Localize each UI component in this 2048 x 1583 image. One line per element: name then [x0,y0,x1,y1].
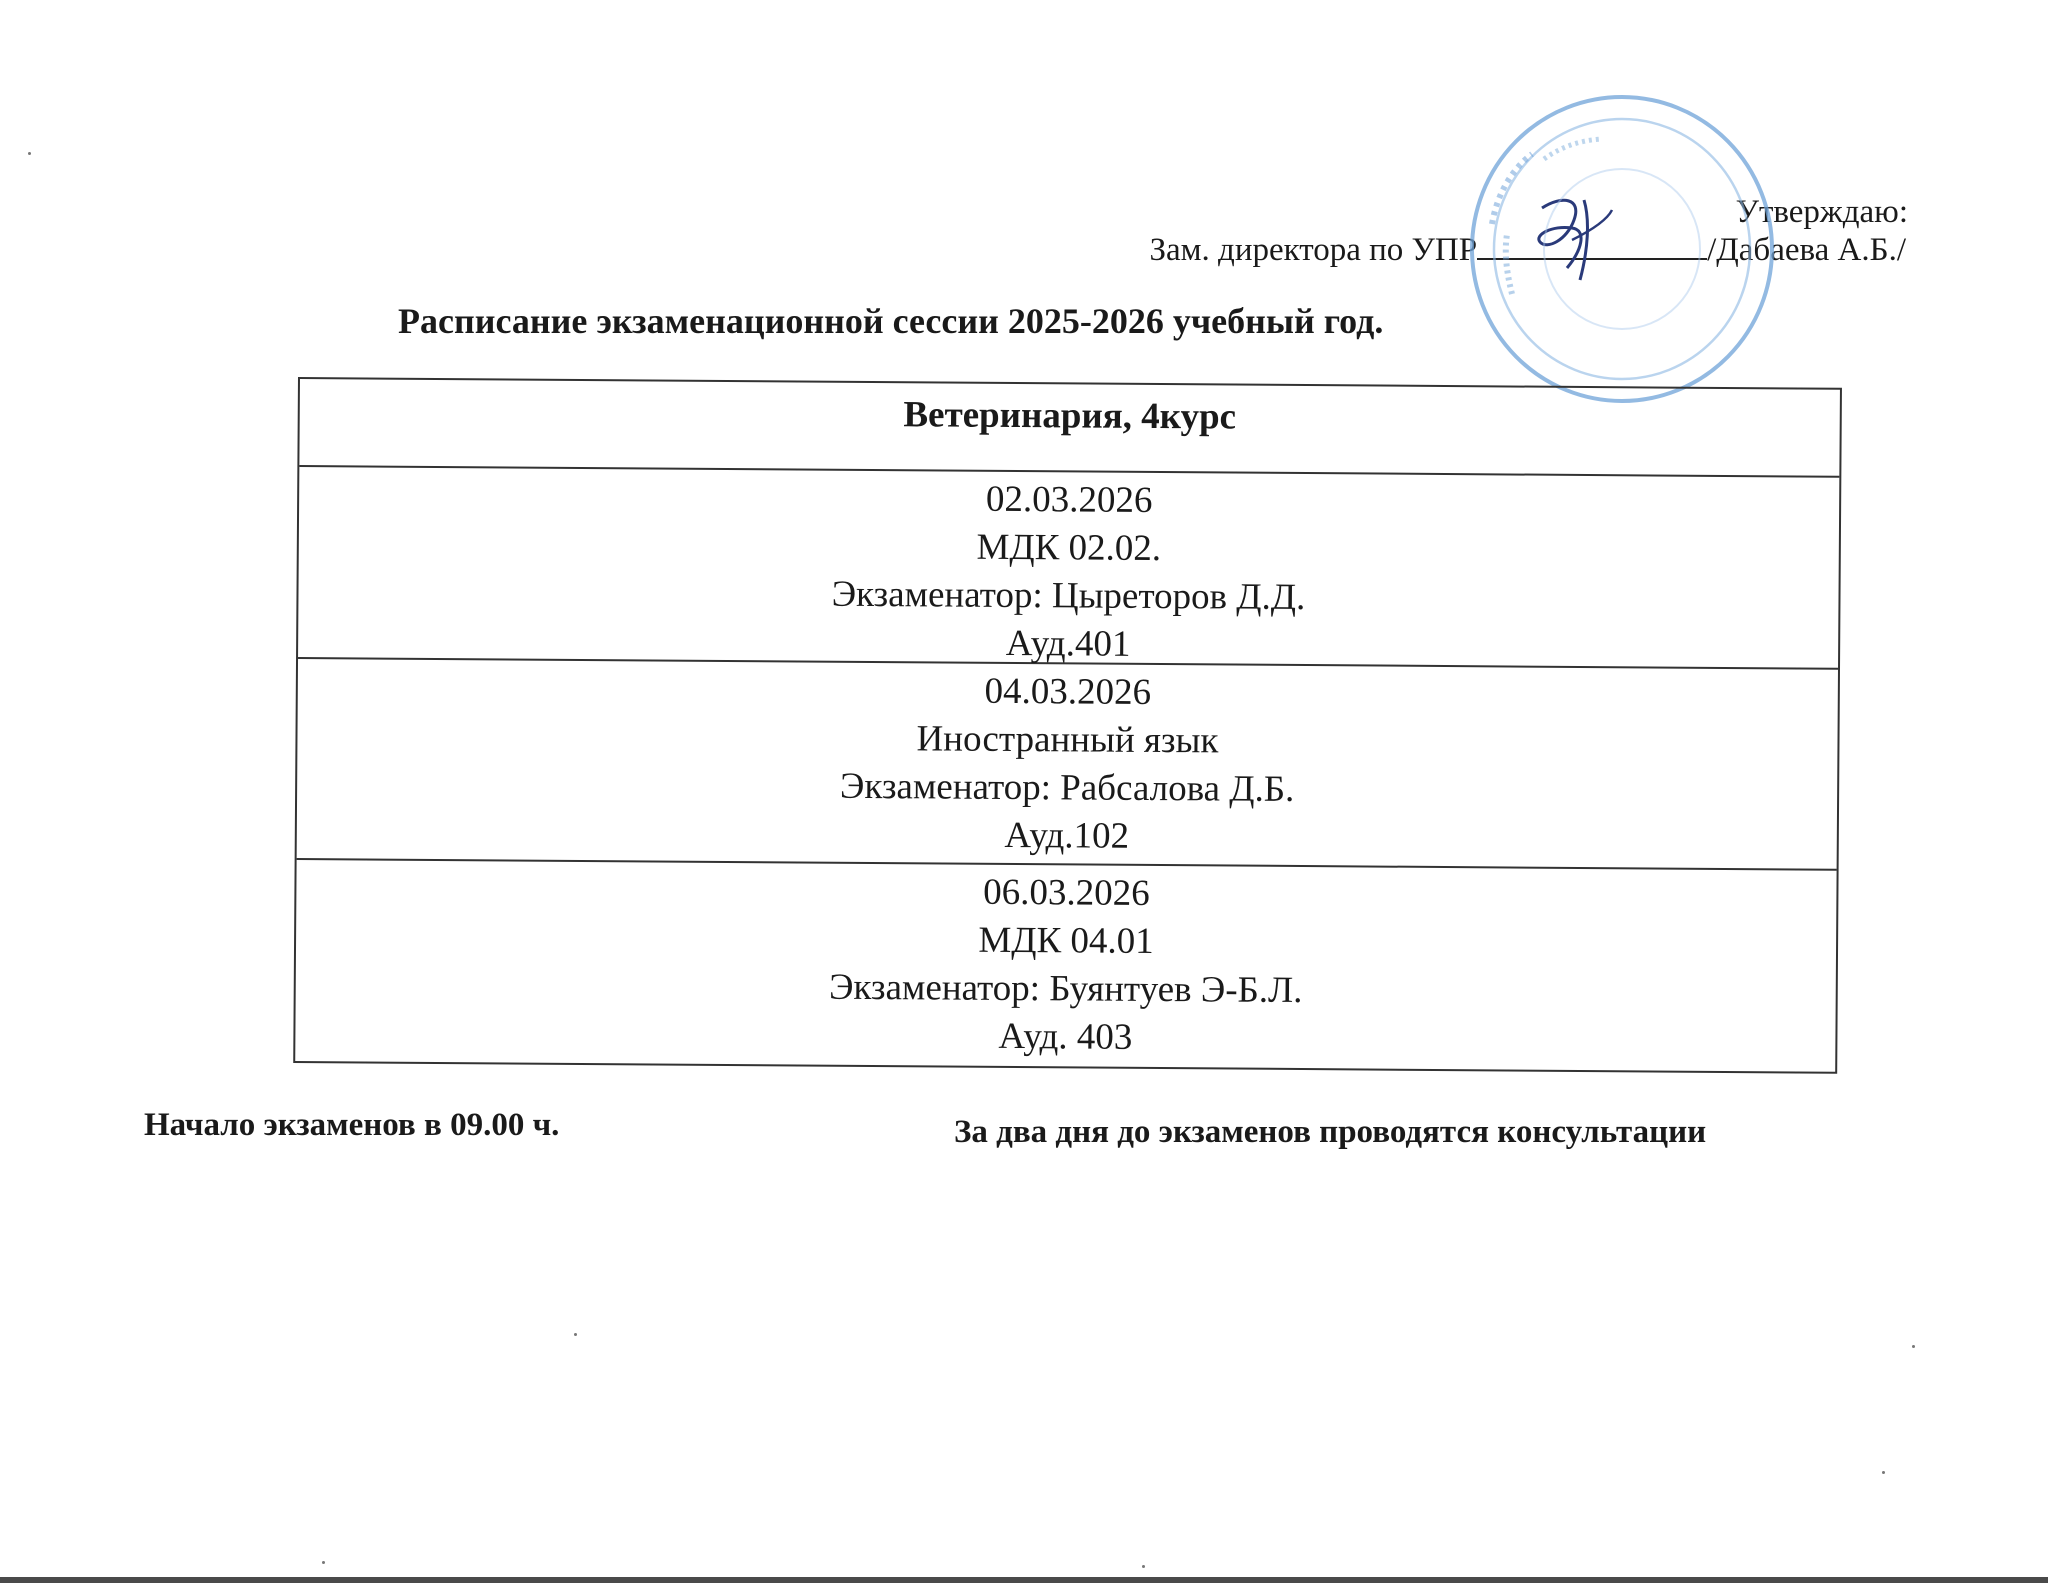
scan-speck [28,152,31,155]
approval-position: Зам. директора по УПР [1149,232,1478,268]
exam-examiner: Экзаменатор: Цыреторов Д.Д. [831,573,1306,619]
exam-row [295,860,1836,1072]
scan-speck [1882,1471,1885,1474]
scan-edge [0,1577,2048,1583]
scan-speck [574,1333,577,1336]
exam-room: Ауд. 403 [998,1015,1133,1058]
exam-row [298,467,1839,670]
scan-speck [1912,1345,1915,1348]
exam-room: Ауд.401 [1005,622,1131,665]
exam-row [297,659,1838,871]
exam-schedule-table [293,377,1842,1074]
exam-subject: МДК 02.02. [976,526,1162,570]
exam-date: 06.03.2026 [983,871,1150,914]
table-header: Ветеринария, 4курс [299,379,1840,478]
exam-examiner: Экзаменатор: Рабсалова Д.Б. [839,765,1295,810]
exam-subject: МДК 04.01 [978,919,1154,962]
exam-date: 04.03.2026 [984,670,1152,713]
exam-room: Ауд.102 [1004,814,1130,857]
scan-speck [1142,1565,1145,1568]
exam-start-note: Начало экзаменов в 09.00 ч. [144,1107,560,1143]
approval-heading: Утверждаю: [1735,194,1908,230]
approval-name: /Дабаева А.Б./ [1707,232,1906,268]
scan-speck [322,1561,325,1564]
exam-subject: Иностранный язык [916,718,1219,762]
exam-examiner: Экзаменатор: Буянтуев Э-Б.Л. [828,966,1303,1012]
exam-date: 02.03.2026 [985,478,1153,521]
document-title: Расписание экзаменационной сессии 2025-2026 учебный год. [398,301,1384,341]
signature-line [1477,230,1707,260]
consultation-note: За два дня до экзаменов проводятся консультации [954,1114,1707,1150]
approval-line [1149,230,1906,270]
